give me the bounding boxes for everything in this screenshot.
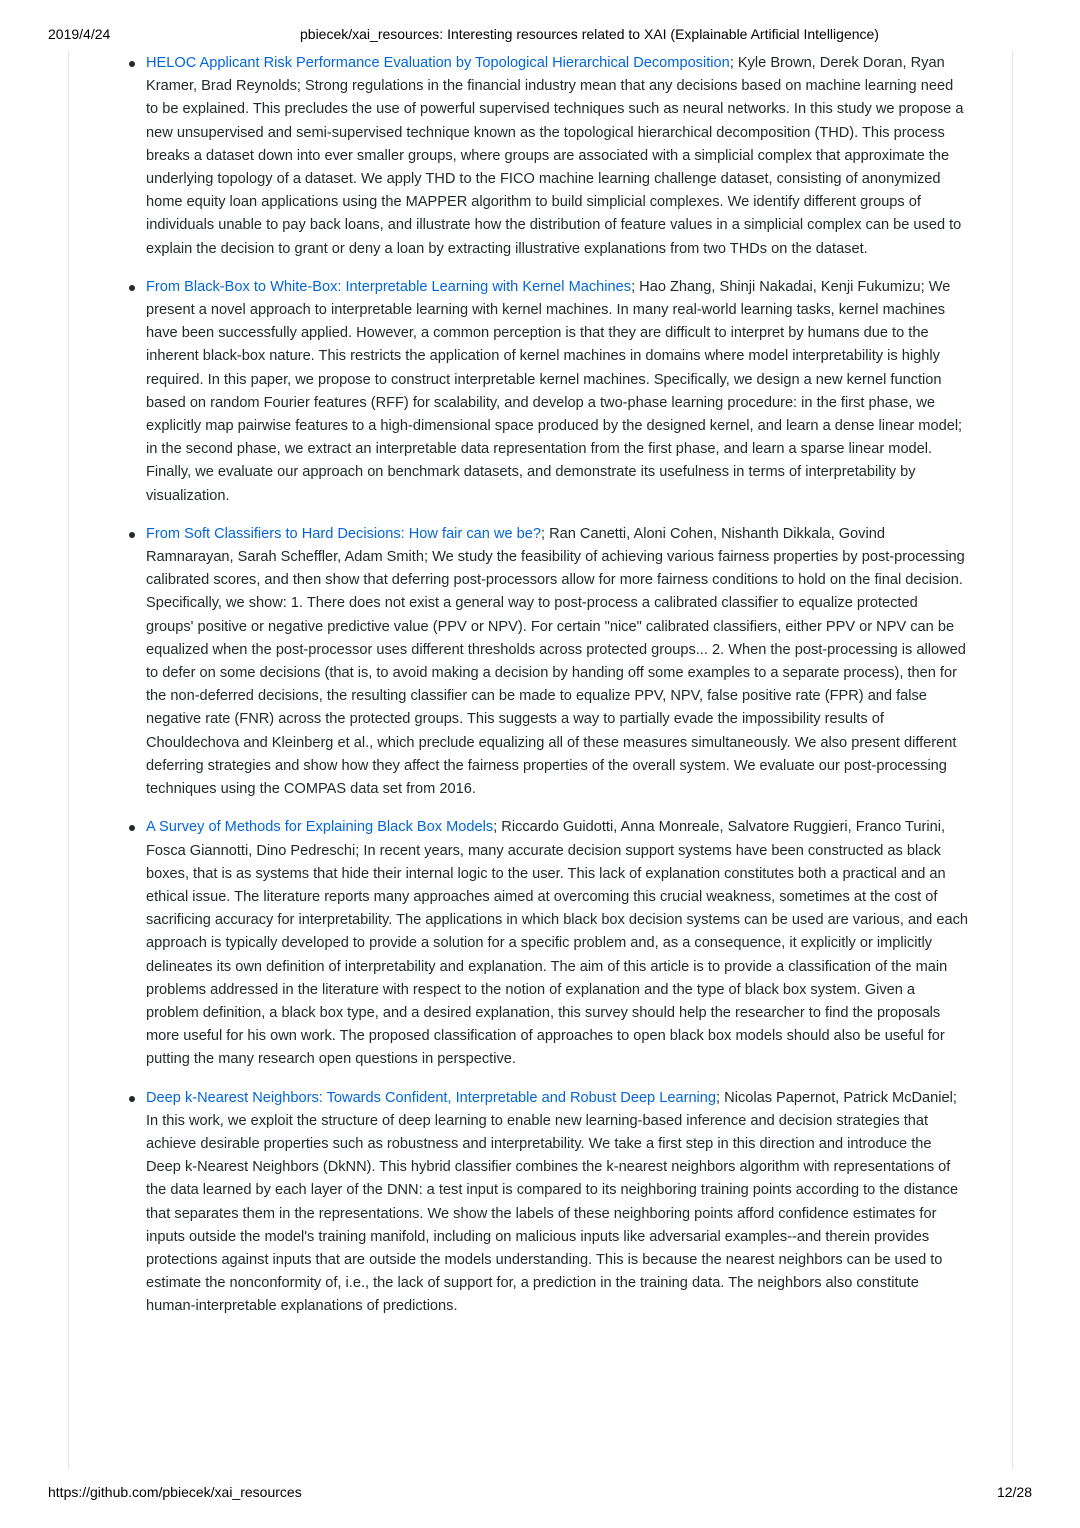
bullet-icon [129,532,135,538]
bullet-icon [129,285,135,291]
list-item [146,816,968,1071]
list-item [146,1087,968,1319]
paper-details: ; Nicolas Papernot, Patrick McDaniel; In this work, we exploit the structure of deep learning to enable new learning-based inference and decision strategies that achieve desirable properties such as robustness and interpretability. We take a first step in this direction and introduce the Deep k-Nearest Neighbors (DkNN). This hybrid classifier combines the k-nearest neighbors algorithm with representations of the data learned by each layer of the DNN: a test input is compared to its neighboring training points according to the distance that separates them in the representations. We show the labels of these neighboring points afford confidence estimates for inputs outside the model's training manifold, including on malicious inputs like adversarial examples--and therein provides protections against inputs that are outside the models understanding. This is because the nearest neighbors can be used to estimate the nonconformity of, i.e., the lack of support for, a prediction in the training data. The neighbors also constitute human-interpretable explanations of predictions. [146,1089,959,1315]
list-item [146,276,968,508]
paper-link[interactable]: From Soft Classifiers to Hard Decisions: How fair can we be? [146,525,541,542]
bullet-icon [129,61,135,67]
print-footer [48,1484,1032,1504]
content-border-left [68,50,69,1470]
paper-details: ; Riccardo Guidotti, Anna Monreale, Salvatore Ruggieri, Franco Turini, Fosca Giannotti, Dino Pedreschi; In recent years, many accurate decision support systems have been constructed as black boxes, that is as systems that hide their internal logic to the user. This lack of explanation constitutes both a practical and an ethical issue. The literature reports many approaches aimed at overcoming this crucial weakness, sometimes at the cost of sacrificing accuracy for interpretability. The applications in which black box decision systems can be used are various, and each approach is typically developed to provide a solution for a specific problem and, as a consequence, it explicitly or implicitly delineates its own definition of interpretability and explanation. The aim of this article is to provide a classification of the main problems addressed in the literature with respect to the notion of explanation and the type of black box system. Given a problem definition, a black box type, and a desired explanation, this survey should help the researcher to find the proposals more useful for his own work. The proposed classification of approaches to open black box models should also be useful for putting the many research open questions in perspective. [146,819,968,1068]
paper-link[interactable]: From Black-Box to White-Box: Interpretable Learning with Kernel Machines [146,278,632,295]
content-border-right [1012,50,1013,1470]
paper-list [146,52,968,1319]
page-number: 12/28 [996,1484,1032,1500]
readme-content [146,52,968,1334]
bullet-icon [129,1096,135,1102]
print-date: 2019/4/24 [48,26,111,42]
list-item [146,52,968,261]
page-title: pbiecek/xai_resources: Interesting resources related to XAI (Explainable Artificial Intelligence) [300,26,879,42]
paper-details: ; Ran Canetti, Aloni Cohen, Nishanth Dikkala, Govind Ramnarayan, Sarah Scheffler, Adam Smith; We study the feasibility of achieving various fairness properties by post-processing calibrated scores, and then show that deferring post-processors allow for more fairness conditions to hold on the final decision. Specifically, we show: 1. There does not exist a general way to post-process a calibrated classifier to equalize protected groups' positive or negative predictive value (PPV or NPV). For certain "nice" calibrated classifiers, either PPV or NPV can be equalized when the post-processor uses different thresholds across protected groups... 2. When the post-processing is allowed to defer on some decisions (that is, to avoid making a decision by handing off some examples to a separate process), then for the non-deferred decisions, the resulting classifier can be made to equalize PPV, NPV, false positive rate (FPR) and false negative rate (FNR) across the protected groups. This suggests a way to partially evade the impossibility results of Chouldechova and Kleinberg et al., which preclude equalizing all of these measures simultaneously. We also present different deferring strategies and show how they affect the fairness properties of the overall system. We evaluate our post-processing techniques using the COMPAS data set from 2016. [146,525,966,798]
paper-link[interactable]: A Survey of Methods for Explaining Black Box Models [146,819,494,836]
page-url: https://github.com/pbiecek/xai_resources [48,1484,302,1500]
list-item [146,523,968,801]
paper-details: ; Kyle Brown, Derek Doran, Ryan Kramer, Brad Reynolds; Strong regulations in the financial industry mean that any decisions based on machine learning need to be explained. This precludes the use of powerful supervised techniques such as neural networks. In this study we propose a new unsupervised and semi-supervised technique known as the topological hierarchical decomposition (THD). This process breaks a dataset down into ever smaller groups, where groups are associated with a simplicial complex that approximate the underlying topology of a dataset. We apply THD to the FICO machine learning challenge dataset, consisting of anonymized home equity loan applications using the MAPPER algorithm to build simplicial complexes. We identify different groups of individuals unable to pay back loans, and illustrate how the distribution of feature values in a simplicial complex can be used to explain the decision to grant or deny a loan by extracting illustrative explanations from two THDs on the dataset. [146,55,964,257]
paper-link[interactable]: Deep k-Nearest Neighbors: Towards Confident, Interpretable and Robust Deep Learning [146,1089,717,1106]
paper-link[interactable]: HELOC Applicant Risk Performance Evaluation by Topological Hierarchical Decomposition [146,55,730,71]
paper-details: ; Hao Zhang, Shinji Nakadai, Kenji Fukumizu; We present a novel approach to interpretable learning with kernel machines. In many real-world learning tasks, kernel machines have been successfully applied. However, a common perception is that they are difficult to interpret by humans due to the inherent black-box nature. This restricts the application of kernel machines in domains where model interpretability is highly required. In this paper, we propose to construct interpretable kernel machines. Specifically, we design a new kernel function based on random Fourier features (RFF) for scalability, and develop a two-phase learning procedure: in the first phase, we explicitly map pairwise features to a high-dimensional space produced by the designed kernel, and learn a dense linear model; in the second phase, we extract an interpretable data representation from the first phase, and learn a sparse linear model. Finally, we evaluate our approach on benchmark datasets, and demonstrate its usefulness in terms of interpretability by visualization. [146,278,963,504]
print-header [48,26,1032,46]
bullet-icon [129,825,135,831]
